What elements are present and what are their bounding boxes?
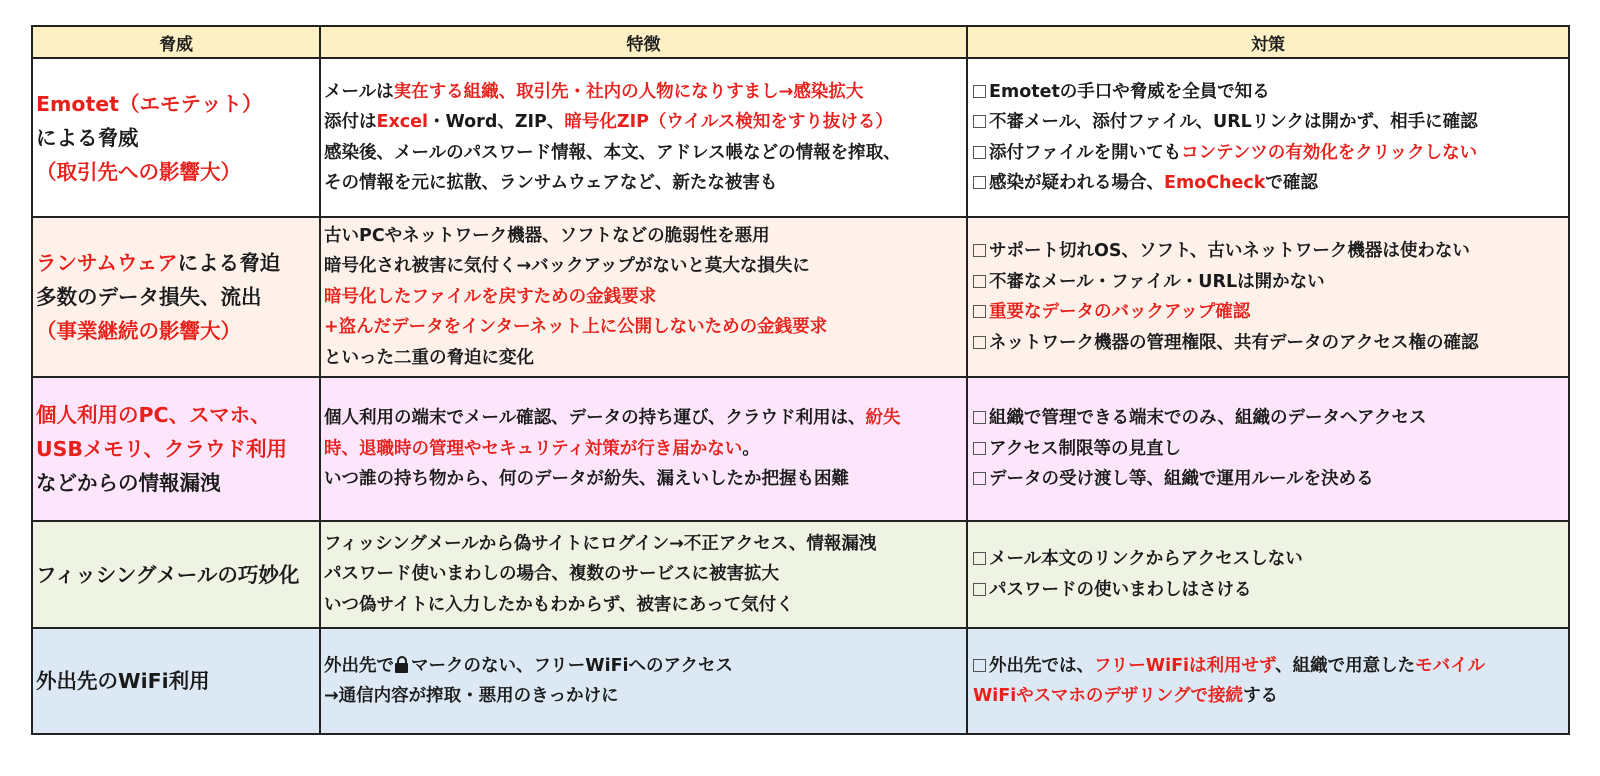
text-line xyxy=(36,155,319,189)
text-segment: 個人利用の端末でメール確認、データの持ち運び、クラウド利用は、 xyxy=(324,408,866,429)
text-segment: →通信内容が搾取・悪用のきっかけに xyxy=(324,686,619,706)
checklist-item xyxy=(973,544,1568,575)
feature-cell xyxy=(320,628,967,734)
checklist-item xyxy=(973,464,1568,495)
lock-icon xyxy=(395,656,408,673)
text-segment: による脅威 xyxy=(36,125,139,150)
checkbox-icon xyxy=(973,85,986,98)
threat-row-ransomware xyxy=(32,217,1569,377)
checkbox-icon xyxy=(973,442,986,455)
text-segment: メールは xyxy=(324,81,394,102)
text-line xyxy=(36,87,319,121)
header-row xyxy=(32,26,1569,58)
text-line xyxy=(324,434,966,465)
checkbox-icon xyxy=(973,411,986,424)
highlighted-text: 個人利用のPC、スマホ、 xyxy=(36,403,271,427)
text-segment: Emotetの手口や脅威を全員で知る xyxy=(989,81,1270,102)
text-segment: 不審なメール・ファイル・URLは開かない xyxy=(989,271,1325,292)
security-threats-table-container xyxy=(31,25,1568,735)
checklist-item xyxy=(973,77,1568,108)
measure-cell xyxy=(967,377,1569,521)
measure-cell xyxy=(967,58,1569,217)
highlighted-text: （取引先への影響大） xyxy=(36,159,241,184)
highlighted-text: モバイル xyxy=(1415,655,1486,676)
text-segment: 、組織で用意した xyxy=(1275,655,1416,676)
highlighted-text: フリーWiFiは利用せず xyxy=(1094,655,1276,676)
checklist-item xyxy=(973,297,1568,328)
text-segment: などからの情報漏洩 xyxy=(36,471,221,495)
text-segment: 暗号化され被害に気付く→バックアップがないと莫大な損失に xyxy=(324,256,810,277)
text-line xyxy=(324,251,966,282)
feature-cell xyxy=(320,521,967,628)
threat-cell xyxy=(32,521,320,628)
measure-cell xyxy=(967,628,1569,734)
threat-row-wifi xyxy=(32,628,1569,734)
text-line xyxy=(324,343,966,374)
highlighted-text: 時、退職時の管理やセキュリティ対策が行き届かない xyxy=(324,438,743,459)
highlighted-text: コンテンツの有効化をクリックしない xyxy=(1181,142,1478,163)
text-line xyxy=(324,464,966,495)
feature-cell xyxy=(320,58,967,217)
text-segment: データの受け渡し等、組織で運用ルールを決める xyxy=(989,469,1374,490)
text-segment: 不審メール、添付ファイル、URLリンクは開かず、相手に確認 xyxy=(989,112,1478,132)
text-line xyxy=(324,168,966,199)
text-segment: メール本文のリンクからアクセスしない xyxy=(989,549,1303,569)
measure-cell xyxy=(967,217,1569,377)
header-feature: 特徴 xyxy=(320,26,967,58)
checklist-item xyxy=(973,651,1568,682)
text-line xyxy=(324,529,966,560)
checkbox-icon xyxy=(973,305,986,318)
text-line xyxy=(324,590,966,621)
highlighted-text: Emotet（エモテット） xyxy=(36,91,263,116)
checklist-item xyxy=(973,575,1568,606)
checkbox-icon xyxy=(973,336,986,349)
text-line xyxy=(36,246,319,280)
text-segment: 組織で管理できる端末でのみ、組織のデータへアクセス xyxy=(989,408,1427,429)
checklist-item xyxy=(973,328,1568,359)
text-segment: 感染後、メールのパスワード情報、本文、アドレス帳などの情報を搾取、 xyxy=(324,142,901,163)
text-line xyxy=(324,107,966,138)
text-line xyxy=(324,221,966,252)
text-line xyxy=(324,403,966,434)
text-line xyxy=(36,121,319,155)
text-segment: アクセス制限等の見直し xyxy=(989,438,1181,459)
checkbox-icon xyxy=(973,659,986,672)
header-threat: 脅威 xyxy=(32,26,320,58)
threat-row-phishing xyxy=(32,521,1569,628)
text-segment: といった二重の脅迫に変化 xyxy=(324,347,534,368)
checkbox-icon xyxy=(973,583,986,596)
text-line xyxy=(324,312,966,343)
text-segment: その情報を元に拡散、ランサムウェアなど、新たな被害も xyxy=(324,173,778,193)
text-line xyxy=(36,314,319,348)
text-segment: 多数のデータ損失、流出 xyxy=(36,285,262,309)
threat-cell xyxy=(32,217,320,377)
text-segment: フィッシングメールの巧妙化 xyxy=(36,562,300,587)
text-line xyxy=(324,138,966,169)
text-segment: する xyxy=(1243,686,1279,706)
highlighted-text: EmoCheck xyxy=(1164,173,1266,193)
text-segment: で確認 xyxy=(1265,173,1318,193)
highlighted-text: 実在する組織、取引先・社内の人物になりすまし→感染拡大 xyxy=(393,81,864,102)
text-segment: 外出先では、 xyxy=(989,655,1094,676)
checkbox-icon xyxy=(973,552,986,565)
text-line xyxy=(324,681,966,712)
text-segment: いつ偽サイトに入力したかもわからず、被害にあって気付く xyxy=(324,594,794,615)
threat-row-emotet xyxy=(32,58,1569,217)
checkbox-icon xyxy=(973,275,986,288)
highlighted-text: 紛失 xyxy=(865,408,901,429)
checklist-item xyxy=(973,434,1568,465)
feature-cell xyxy=(320,377,967,521)
text-line xyxy=(36,664,319,698)
text-segment: パスワード使いまわしの場合、複数のサービスに被害拡大 xyxy=(324,564,779,585)
highlighted-text: （事業継続の影響大） xyxy=(36,319,241,343)
text-segment: による脅迫 xyxy=(177,251,281,275)
checklist-item xyxy=(973,681,1568,712)
text-line xyxy=(324,651,966,682)
measure-cell xyxy=(967,521,1569,628)
highlighted-text: WiFiやスマホのデザリングで接続 xyxy=(973,686,1244,706)
text-segment: 外出先で xyxy=(324,655,394,676)
checkbox-icon xyxy=(973,472,986,485)
checklist-item xyxy=(973,138,1568,169)
checklist-item xyxy=(973,107,1568,138)
text-segment: ・Word、ZIP、 xyxy=(427,112,565,132)
text-segment: フィッシングメールから偽サイトにログイン→不正アクセス、情報漏洩 xyxy=(324,533,877,554)
checklist-item xyxy=(973,403,1568,434)
threat-cell xyxy=(32,58,320,217)
checkbox-icon xyxy=(973,146,986,159)
checklist-item xyxy=(973,267,1568,298)
highlighted-text: USBメモリ、クラウド利用 xyxy=(36,437,288,461)
text-segment: 。 xyxy=(742,438,760,459)
text-segment: 古いPCやネットワーク機器、ソフトなどの脆弱性を悪用 xyxy=(324,225,770,246)
checklist-item xyxy=(973,168,1568,199)
security-threats-table xyxy=(31,25,1570,735)
text-segment: ネットワーク機器の管理権限、共有データのアクセス権の確認 xyxy=(989,332,1479,353)
text-segment: 添付ファイルを開いても xyxy=(989,142,1182,163)
checklist-item xyxy=(973,236,1568,267)
text-line xyxy=(324,559,966,590)
highlighted-text: 暗号化ZIP（ウイルス検知をすり抜ける） xyxy=(564,112,893,132)
text-segment: いつ誰の持ち物から、何のデータが紛失、漏えいしたか把握も困難 xyxy=(324,469,849,490)
threat-cell xyxy=(32,377,320,521)
checkbox-icon xyxy=(973,244,986,257)
highlighted-text: ランサムウェア xyxy=(36,251,178,275)
text-line xyxy=(36,558,319,592)
text-segment: マークのない、フリーWiFiへのアクセス xyxy=(411,655,734,676)
checkbox-icon xyxy=(973,115,986,128)
text-line xyxy=(36,466,319,500)
text-line xyxy=(324,77,966,108)
text-line xyxy=(36,398,319,432)
checkbox-icon xyxy=(973,176,986,189)
header-measure: 対策 xyxy=(967,26,1569,58)
text-segment: 感染が疑われる場合、 xyxy=(989,173,1164,193)
highlighted-text: Excel xyxy=(376,112,428,132)
threat-row-personal-devices xyxy=(32,377,1569,521)
highlighted-text: 重要なデータのバックアップ確認 xyxy=(989,302,1251,322)
highlighted-text: +盗んだデータをインターネット上に公開しないための金銭要求 xyxy=(324,317,828,338)
text-segment: 外出先のWiFi利用 xyxy=(36,669,210,693)
highlighted-text: 暗号化したファイルを戻すための金銭要求 xyxy=(324,286,657,307)
text-segment: 添付は xyxy=(324,112,377,132)
text-line xyxy=(36,432,319,466)
text-segment: サポート切れOS、ソフト、古いネットワーク機器は使わない xyxy=(989,241,1470,261)
text-line xyxy=(324,282,966,313)
feature-cell xyxy=(320,217,967,377)
text-line xyxy=(36,280,319,314)
threat-cell xyxy=(32,628,320,734)
text-segment: パスワードの使いまわしはさける xyxy=(989,579,1252,600)
